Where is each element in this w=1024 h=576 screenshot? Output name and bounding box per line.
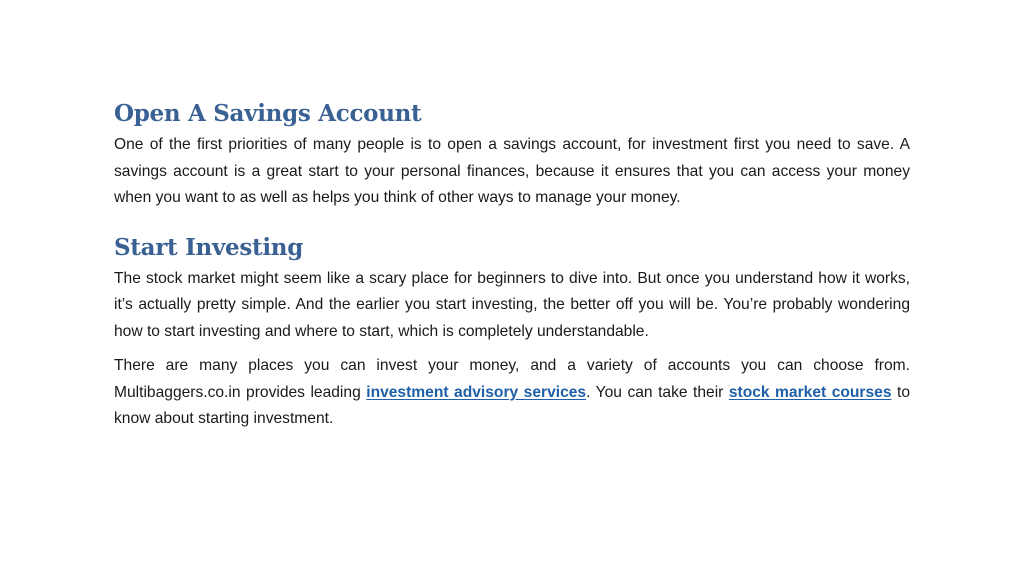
closing-text-1: There are many places you can invest your money, and a variety of accounts you can choose from. Multibaggers.co.in provides leading	[114, 357, 910, 401]
stock-market-courses-link[interactable]: stock market courses	[728, 383, 892, 401]
section-savings	[114, 96, 910, 212]
section-paragraph-investing: The stock market might seem like a scary place for beginners to dive into. But once you understand how it works, it’s actually pretty simple. And the earlier you start investing, the better off you will be. You’re probably wondering how to start investing and where to start, which is completely understandable.	[114, 269, 910, 340]
investment-advisory-services-link[interactable]: investment advisory services	[366, 383, 587, 401]
section-heading-savings: Open A Savings Account	[114, 100, 422, 127]
section-investing	[114, 230, 910, 433]
closing-paragraph	[114, 353, 910, 433]
section-heading-investing: Start Investing	[114, 233, 303, 261]
section-paragraph-savings: One of the first priorities of many people is to open a savings account, for investment first you need to save. A savings account is a great start to your personal finances, because it ensures that you can access your money when you want to as well as helps you think of other ways to manage your money.	[114, 136, 910, 206]
document-body	[114, 96, 910, 433]
closing-text-2: . You can take their	[586, 383, 729, 401]
closing-text-3: to know about starting investment.	[114, 383, 910, 427]
